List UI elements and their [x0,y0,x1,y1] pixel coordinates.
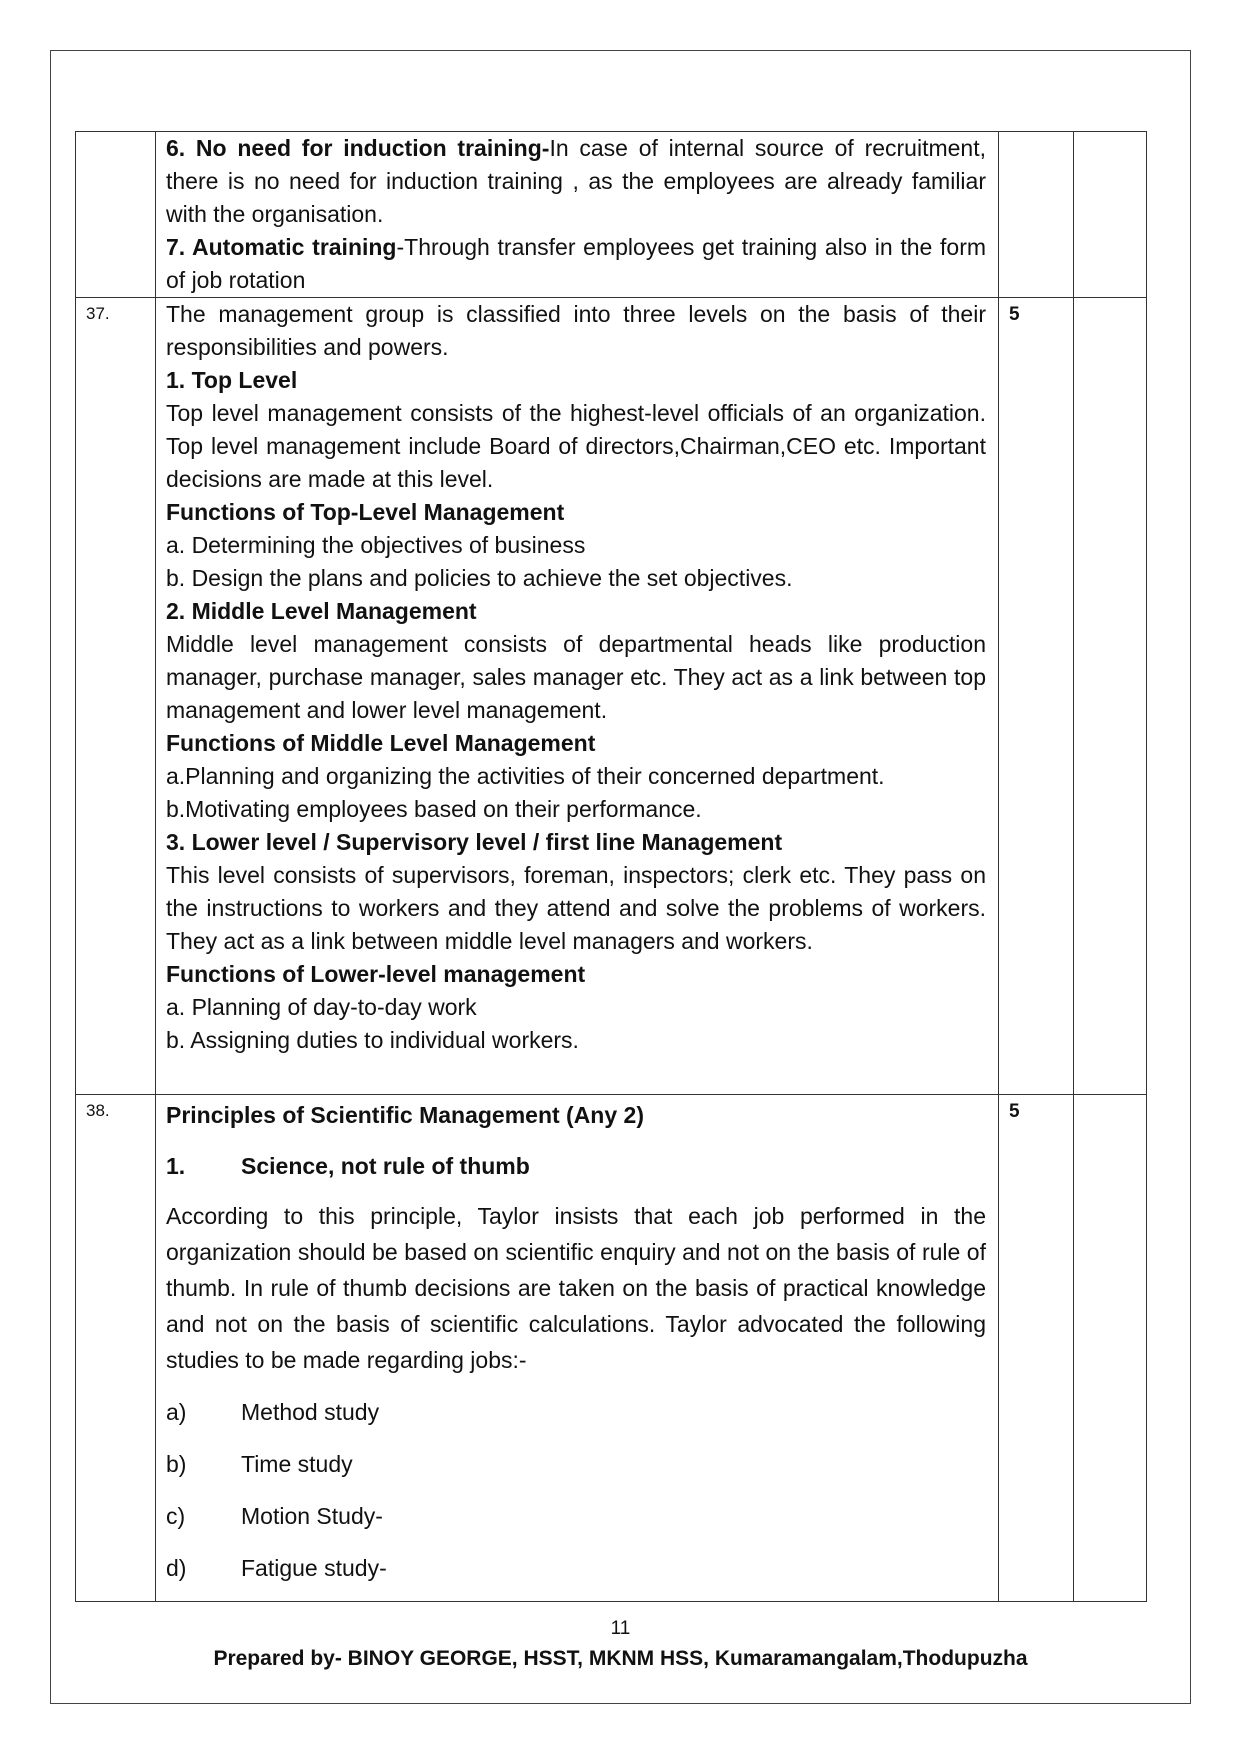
question-number: 37. [76,298,156,1095]
section-heading: 3. Lower level / Supervisory level / first line Management [166,829,783,855]
paragraph: Top level management consists of the highest-level officials of an organization. Top level management include Board of directors,Chairman,CEO etc. Important decisions are made at this level. [166,400,986,492]
function-item: b. Assigning duties to individual workers. [166,1027,579,1053]
list-label: Motion Study- [241,1503,383,1529]
question-number [76,132,156,298]
marks-cell: 5 [999,298,1074,1095]
paragraph: Middle level management consists of departmental heads like production manager, purchase manager, sales manager etc. They act as a link between top management and lower level management. [166,631,986,723]
intro-text: The management group is classified into three levels on the basis of their responsibilities and powers. [166,301,986,360]
empty-cell [1074,132,1147,298]
question-number: 38. [76,1095,156,1602]
answer-body [156,298,999,1095]
marks-cell: 5 [999,1095,1074,1602]
functions-heading: Functions of Top-Level Management [166,499,565,525]
list-item [166,132,986,231]
paragraph: This level consists of supervisors, foreman, inspectors; clerk etc. They pass on the instructions to workers and they attend and solve the problems of workers. They act as a link between middle level managers and workers. [166,862,986,954]
list-item [166,1446,986,1482]
section-heading: 1. Top Level [166,367,298,393]
function-item: a. Determining the objectives of business [166,532,586,558]
section-heading: Principles of Scientific Management (Any 2) [166,1102,644,1128]
table-row [76,1095,1147,1602]
list-index: b) [166,1451,187,1477]
answer-body [156,1095,999,1602]
principle-title [166,1150,986,1183]
list-item [166,1394,986,1430]
paragraph: According to this principle, Taylor insists that each job performed in the organization should be based on scientific enquiry and not on the basis of rule of thumb. In rule of thumb decisions are taken on the basis of practical knowledge and not on the basis of scientific calculations. Taylor advocated the following studies to be made regarding jobs:- [166,1203,986,1373]
function-item: a. Planning of day-to-day work [166,994,477,1020]
function-item: a.Planning and organizing the activities of their concerned department. [166,763,885,789]
answer-table [75,131,1147,1602]
list-label: Time study [241,1451,353,1477]
function-item: b. Design the plans and policies to achieve the set objectives. [166,565,793,591]
list-label: Fatigue study- [241,1555,387,1581]
principle-label: Science, not rule of thumb [241,1153,530,1179]
list-item [166,1498,986,1534]
list-item [166,231,986,297]
item-title: 7. Automatic training [166,234,397,260]
functions-heading: Functions of Middle Level Management [166,730,596,756]
list-index: a) [166,1399,187,1425]
item-text: -Through transfer employees get training also in the form of job rotation [166,234,987,293]
marks-cell [999,132,1074,298]
principle-number: 1. [166,1153,186,1179]
section-heading: 2. Middle Level Management [166,598,477,624]
list-item [166,1550,986,1586]
list-label: Method study [241,1399,380,1425]
empty-cell [1074,298,1147,1095]
table-row [76,132,1147,298]
page-number: 11 [610,1618,631,1639]
list-index: c) [166,1503,186,1529]
table-row [76,298,1147,1095]
function-item: b.Motivating employees based on their performance. [166,796,702,822]
item-title: 6. No need for induction training- [166,135,550,161]
empty-cell [1074,1095,1147,1602]
list-index: d) [166,1555,187,1581]
footer-credit: Prepared by- BINOY GEORGE, HSST, MKNM HSS, Kumaramangalam,Thodupuzha [213,1647,1028,1670]
item-text: In case of internal source of recruitment, there is no need for induction training , as the employees are already familiar with the organisation. [166,135,986,227]
answer-body [156,132,999,298]
answer-content [166,1099,986,1601]
functions-heading: Functions of Lower-level management [166,961,586,987]
